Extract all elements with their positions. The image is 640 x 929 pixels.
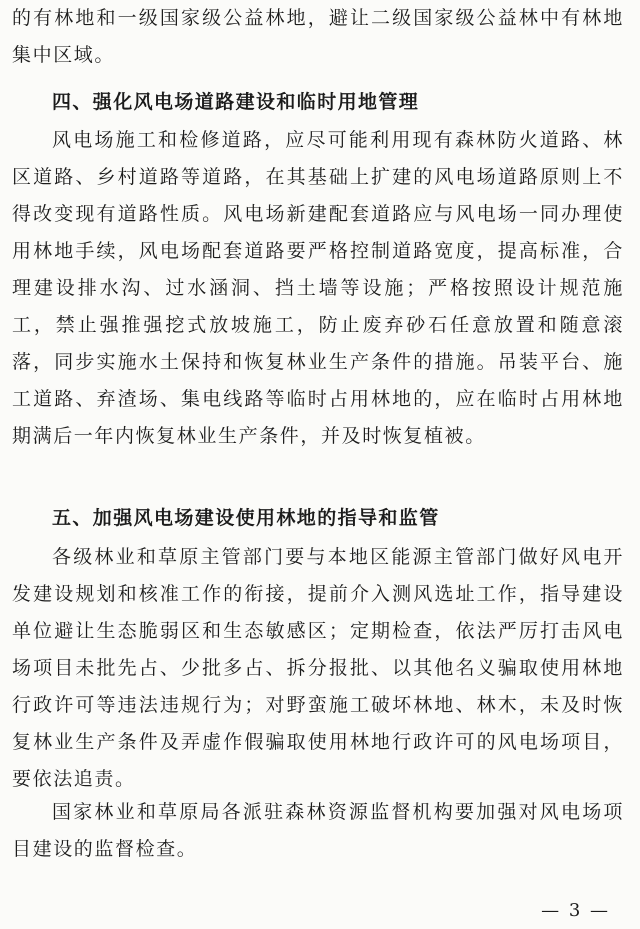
section-5-paragraph-2: 国家林业和草原局各派驻森林资源监督机构要加强对风电场项目建设的监督检查。 [12,801,624,860]
section-4-heading: 四、强化风电场道路建设和临时用地管理 [52,91,420,113]
page-number: — 3 — [541,900,610,921]
section-5-paragraph-1: 各级林业和草原主管部门要与本地区能源主管部门做好风电开发建设规划和核准工作的衔接，提前介入测风选址工作，指导建设单位避让生态脆弱区和生态敏感区；定期检查，依法严厉打击风电场项目未批先占、少批多占、拆分报批、以其他名义骗取使用林地行政许可等违法违规行为；对野蛮施工破坏林地、林木，未及时恢复林业生产条件及弄虚作假骗取使用林地行政许可的风电场项目，要依法追责。 [12,546,624,790]
section-5-heading: 五、加强风电场建设使用林地的指导和监管 [52,507,440,529]
continuation-paragraph: 的有林地和一级国家级公益林地，避让二级国家级公益林中有林地集中区域。 [12,7,624,66]
section-4-paragraph: 风电场施工和检修道路，应尽可能利用现有森林防火道路、林区道路、乡村道路等道路，在其基础上扩建的风电场道路原则上不得改变现有道路性质。风电场新建配套道路应与风电场一同办理使用林地手续，风电场配套道路要严格控制道路宽度，提高标准，合理建设排水沟、过水涵洞、挡土墙等设施；严格按照设计规范施工，禁止强推强挖式放坡施工，防止废弃砂石任意放置和随意滚落，同步实施水土保持和恢复林业生产条件的措施。吊装平台、施工道路、弃渣场、集电线路等临时占用林地的，应在临时占用林地期满后一年内恢复林业生产条件，并及时恢复植被。 [12,129,624,447]
